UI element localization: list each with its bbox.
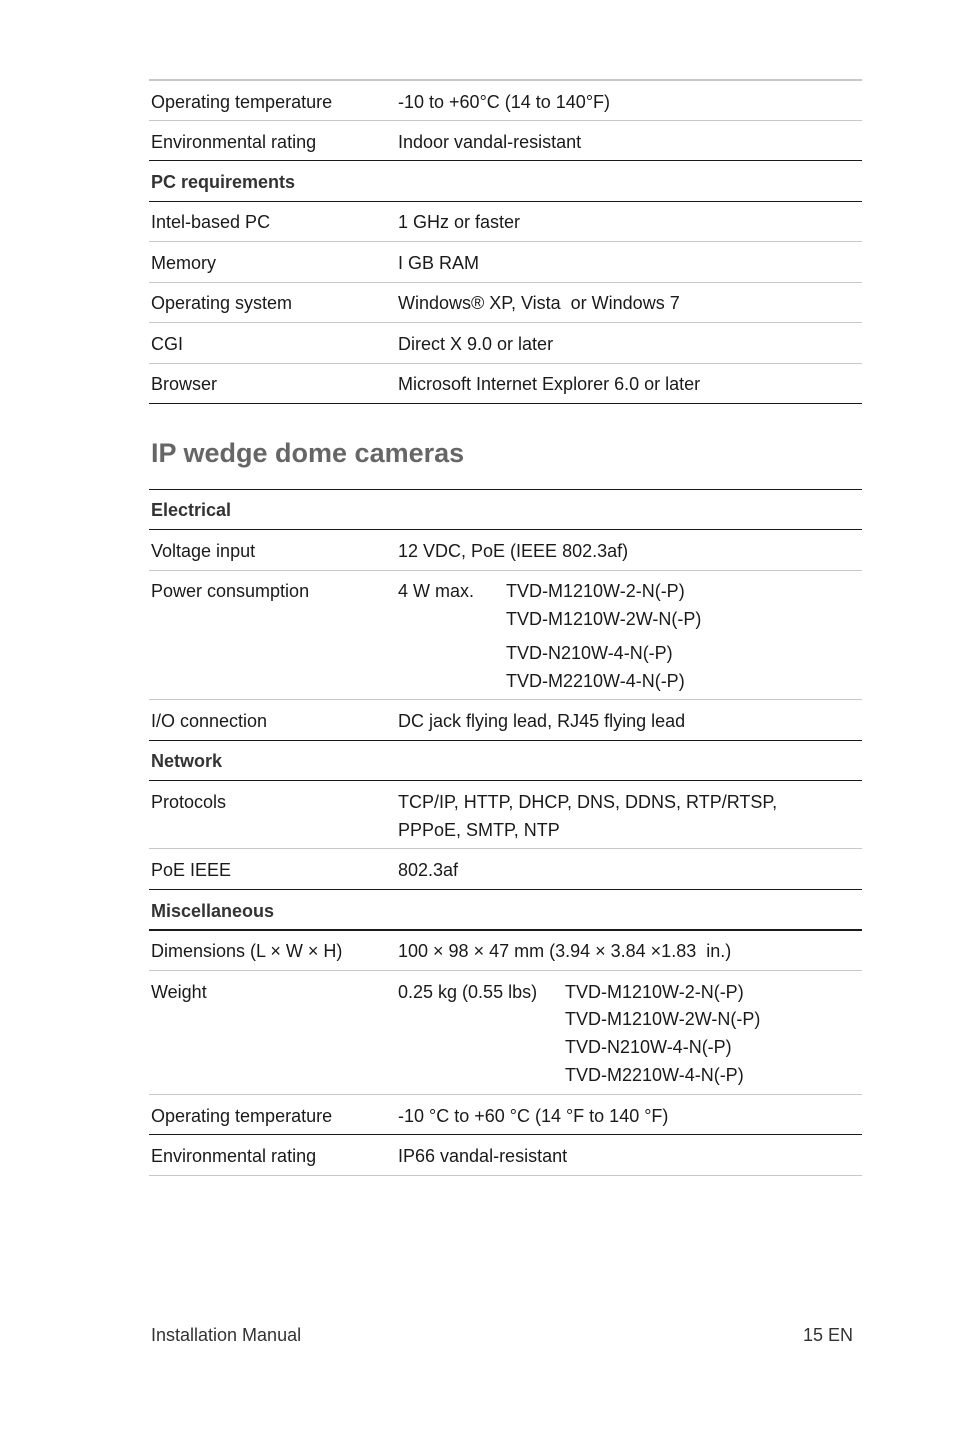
page-number: 15 EN [802, 1325, 853, 1345]
row-value: -10 to +60°C (14 to 140°F) [398, 92, 611, 112]
section-title: IP wedge dome cameras [151, 438, 465, 468]
divider [149, 889, 862, 890]
divider [149, 699, 862, 700]
row-value: 0.25 kg (0.55 lbs) [398, 982, 538, 1002]
divider [149, 929, 862, 931]
model-name: TVD-M1210W-2W-N(-P) [506, 609, 702, 629]
network-header: Network [151, 751, 223, 771]
divider [149, 1134, 862, 1135]
row-label: PoE IEEE [151, 860, 232, 880]
row-label: Intel-based PC [151, 212, 271, 232]
footer-title: Installation Manual [151, 1325, 302, 1345]
row-value: PPPoE, SMTP, NTP [398, 820, 560, 840]
row-label: Weight [151, 982, 207, 1002]
divider [149, 529, 862, 530]
model-name: TVD-M1210W-2-N(-P) [506, 581, 685, 601]
divider [149, 282, 862, 283]
divider [149, 322, 862, 323]
row-value: Windows® XP, Vista or Windows 7 [398, 293, 680, 313]
electrical-header: Electrical [151, 500, 232, 520]
model-name: TVD-N210W-4-N(-P) [565, 1037, 732, 1057]
row-label: Dimensions (L × W × H) [151, 941, 343, 961]
divider [149, 120, 862, 121]
row-label: Voltage input [151, 541, 256, 561]
row-value: 12 VDC, PoE (IEEE 802.3af) [398, 541, 629, 561]
divider [149, 780, 862, 781]
divider [149, 201, 862, 202]
row-label: Browser [151, 374, 218, 394]
row-label: I/O connection [151, 711, 268, 731]
row-value: 802.3af [398, 860, 459, 880]
divider [149, 570, 862, 571]
row-value: TCP/IP, HTTP, DHCP, DNS, DDNS, RTP/RTSP, [398, 792, 778, 812]
divider [149, 1175, 862, 1176]
pc-requirements-header: PC requirements [151, 172, 296, 192]
divider [149, 79, 862, 81]
row-label: Operating system [151, 293, 293, 313]
row-value: I GB RAM [398, 253, 480, 273]
row-value: Direct X 9.0 or later [398, 334, 554, 354]
miscellaneous-header: Miscellaneous [151, 901, 275, 921]
model-name: TVD-M2210W-4-N(-P) [506, 671, 685, 691]
row-value: DC jack flying lead, RJ45 flying lead [398, 711, 686, 731]
divider [149, 740, 862, 741]
row-label: Environmental rating [151, 1146, 317, 1166]
row-value: 100 × 98 × 47 mm (3.94 × 3.84 ×1.83 in.) [398, 941, 732, 961]
model-name: TVD-M1210W-2W-N(-P) [565, 1009, 761, 1029]
divider [149, 489, 862, 490]
row-value: IP66 vandal-resistant [398, 1146, 568, 1166]
model-name: TVD-N210W-4-N(-P) [506, 643, 673, 663]
row-label: CGI [151, 334, 184, 354]
divider [149, 1094, 862, 1095]
row-value: Indoor vandal-resistant [398, 132, 582, 152]
row-value: 1 GHz or faster [398, 212, 521, 232]
divider [149, 241, 862, 242]
row-label: Memory [151, 253, 217, 273]
divider [149, 160, 862, 161]
row-label: Protocols [151, 792, 227, 812]
divider [149, 848, 862, 849]
row-value: Microsoft Internet Explorer 6.0 or later [398, 374, 701, 394]
model-name: TVD-M1210W-2-N(-P) [565, 982, 744, 1002]
row-label: Environmental rating [151, 132, 317, 152]
divider [149, 403, 862, 404]
divider [149, 363, 862, 364]
divider [149, 970, 862, 971]
row-label: Operating temperature [151, 1106, 333, 1126]
row-label: Operating temperature [151, 92, 333, 112]
row-value: -10 °C to +60 °C (14 °F to 140 °F) [398, 1106, 669, 1126]
row-value: 4 W max. [398, 581, 475, 601]
model-name: TVD-M2210W-4-N(-P) [565, 1065, 744, 1085]
row-label: Power consumption [151, 581, 310, 601]
